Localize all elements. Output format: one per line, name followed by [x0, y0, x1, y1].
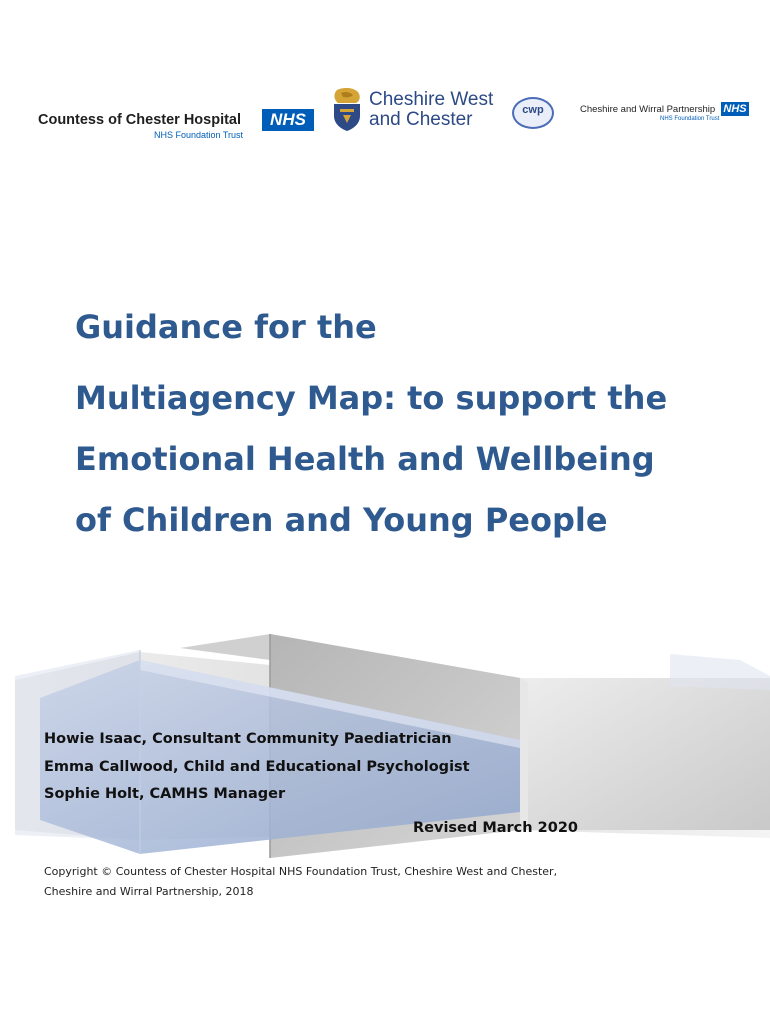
title-line-1: Guidance for the [75, 308, 377, 346]
cheshire-west-logo-line2: and Chester [369, 109, 473, 130]
copyright-line-2: Cheshire and Wirral Partnership, 2018 [44, 885, 254, 898]
cwp-logo-text: cwp [522, 104, 544, 116]
cwp-logo [512, 97, 554, 127]
cwp-full-logo-subtitle: NHS Foundation Trust [660, 116, 720, 122]
lion-crest-icon [331, 88, 363, 132]
author-2: Emma Callwood, Child and Educational Psychologist [44, 758, 470, 775]
copyright-line-1: Copyright © Countess of Chester Hospital NHS Foundation Trust, Cheshire West and Chester, [44, 865, 558, 878]
authors-list [44, 726, 470, 809]
cheshire-west-logo-line1: Cheshire West [369, 89, 494, 110]
copyright-notice [44, 862, 604, 902]
title-line-2: Multiagency Map: to support the [75, 379, 668, 417]
title-line-4: of Children and Young People [75, 501, 608, 539]
title-line-3: Emotional Health and Wellbeing [75, 440, 655, 478]
countess-logo-subtitle: NHS Foundation Trust [154, 130, 244, 140]
countess-logo-name: Countess of Chester Hospital [38, 112, 242, 128]
nhs-badge: NHS [262, 109, 314, 131]
document-title [75, 302, 755, 551]
cwp-full-logo-name: Cheshire and Wirral Partnership [580, 104, 716, 115]
nhs-badge: NHS [721, 102, 749, 116]
revision-date: Revised March 2020 [413, 820, 579, 836]
author-3: Sophie Holt, CAMHS Manager [44, 786, 286, 802]
author-1: Howie Isaac, Consultant Community Paediatrician [44, 731, 452, 747]
